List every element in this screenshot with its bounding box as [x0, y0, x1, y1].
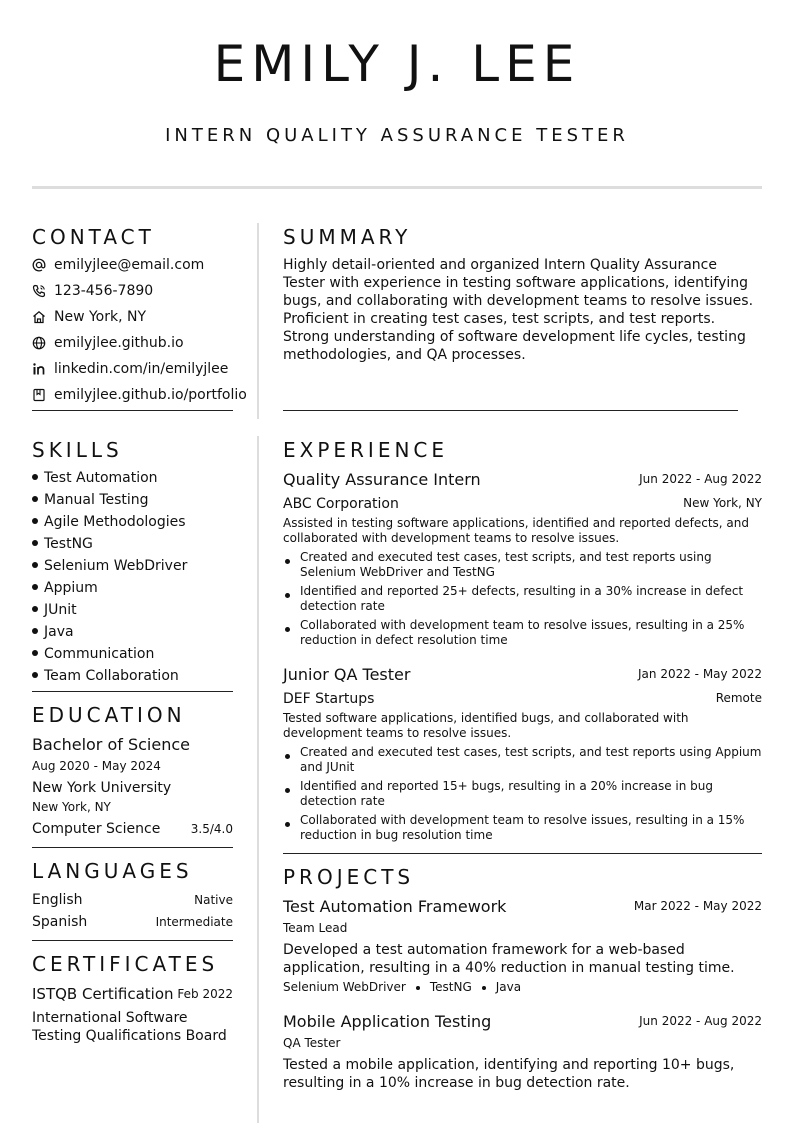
project-tag: TestNG [429, 980, 472, 994]
skill-item: Agile Methodologies [32, 511, 186, 533]
skill-item: JUnit [32, 599, 77, 621]
contact-website-text: emilyjlee.github.io [54, 335, 184, 351]
project-name: Mobile Application Testing [283, 1012, 492, 1031]
skill-item: Manual Testing [32, 489, 149, 511]
job-bullet: Collaborated with development team to resolve issues, resulting in a 15% reduction in bug resolution time [283, 813, 762, 843]
project-dates: Mar 2022 - May 2022 [633, 899, 762, 913]
contact-portfolio-text: emilyjlee.github.io/portfolio [54, 387, 247, 403]
job-bullet: Identified and reported 15+ bugs, resulting in a 20% increase in bug detection rate [283, 779, 762, 809]
languages-heading: LANGUAGES [32, 859, 193, 883]
home-icon [32, 310, 46, 324]
contact-phone[interactable] [32, 278, 153, 304]
job-title: Quality Assurance Intern [283, 470, 481, 489]
education-location: New York, NY [32, 800, 111, 814]
summary-heading: SUMMARY [283, 225, 412, 249]
at-icon [32, 258, 46, 272]
skills-divider [32, 691, 233, 692]
languages-divider [32, 940, 233, 941]
project-dates: Jun 2022 - Aug 2022 [639, 1014, 762, 1028]
skill-item: Selenium WebDriver [32, 555, 187, 577]
job-bullet: Collaborated with development team to resolve issues, resulting in a 25% reduction in defect resolution time [283, 618, 762, 648]
contact-linkedin-text: linkedin.com/in/emilyjlee [54, 361, 229, 377]
project-tag: Java [495, 980, 522, 994]
skill-item: Java [32, 621, 74, 643]
education-degree: Bachelor of Science [32, 735, 190, 754]
job-bullet: Identified and reported 25+ defects, resulting in a 30% increase in defect detection rate [283, 584, 762, 614]
project-name: Test Automation Framework [283, 897, 507, 916]
language-level: Intermediate [155, 915, 233, 929]
skill-item: Test Automation [32, 467, 158, 489]
summary-divider [283, 410, 738, 411]
job-title: Junior QA Tester [283, 665, 411, 684]
experience-heading: EXPERIENCE [283, 438, 449, 462]
contact-phone-text: 123-456-7890 [54, 283, 154, 299]
project-tag: Selenium WebDriver [283, 980, 406, 994]
language-name: Spanish [32, 914, 88, 930]
skill-item: Appium [32, 577, 98, 599]
job-dates: Jan 2022 - May 2022 [638, 667, 762, 681]
portfolio-icon [32, 388, 46, 402]
education-gpa: 3.5/4.0 [190, 822, 233, 836]
experience-divider [283, 853, 762, 854]
contact-divider [32, 410, 233, 411]
projects-heading: PROJECTS [283, 865, 415, 889]
contact-email[interactable] [32, 252, 204, 278]
linkedin-icon [32, 362, 46, 376]
skill-item: TestNG [32, 533, 93, 555]
contact-location-text: New York, NY [54, 309, 147, 325]
education-dates: Aug 2020 - May 2024 [32, 759, 161, 773]
project-description: Developed a test automation framework for a web-based application, resulting in a 40% reduction in manual testing time. [283, 942, 735, 976]
skills-heading: SKILLS [32, 438, 123, 462]
job-location: New York, NY [683, 496, 762, 510]
job-company: DEF Startups [283, 691, 375, 707]
resume-name: EMILY J. LEE [213, 35, 581, 93]
job-dates: Jun 2022 - Aug 2022 [639, 472, 762, 486]
education-school: New York University [32, 780, 172, 796]
header-divider [32, 186, 762, 189]
phone-icon [32, 284, 46, 298]
job-bullet: Created and executed test cases, test scripts, and test reports using Appium and JUnit [283, 745, 762, 775]
column-divider-top [257, 223, 259, 419]
language-name: English [32, 892, 83, 908]
job-bullet: Created and executed test cases, test scripts, and test reports using Selenium WebDriver and TestNG [283, 550, 762, 580]
contact-linkedin[interactable] [32, 356, 228, 382]
job-description: Tested software applications, identified bugs, and collaborated with development teams to resolve issues. [283, 711, 689, 740]
column-divider-bottom [257, 436, 259, 1123]
contact-heading: CONTACT [32, 225, 155, 249]
project-role: Team Lead [283, 921, 348, 935]
education-field: Computer Science [32, 821, 161, 837]
job-location: Remote [715, 691, 762, 705]
job-description: Assisted in testing software applications, identified and reported defects, and collaborated with development teams to resolve issues. [283, 516, 749, 545]
contact-website[interactable] [32, 330, 184, 356]
summary-text: Highly detail-oriented and organized Intern Quality Assurance Tester with experience in testing software applications, identifying bugs, and collaborating with development teams to resolve issues. Proficient in creating test cases, test scripts, and test reports. Strong understanding of software development life cycles, testing methodologies, and QA processes. [283, 257, 754, 363]
job-company: ABC Corporation [283, 496, 399, 512]
certificate-date: Feb 2022 [177, 987, 233, 1001]
project-role: QA Tester [283, 1036, 341, 1050]
language-level: Native [194, 893, 233, 907]
certificate-name: ISTQB Certification [32, 985, 174, 1003]
certificate-issuer: International Software Testing Qualifications Board [32, 1010, 227, 1044]
certificates-heading: CERTIFICATES [32, 952, 219, 976]
contact-email-text: emilyjlee@email.com [54, 257, 205, 273]
project-tags [283, 980, 521, 995]
contact-portfolio[interactable] [32, 382, 247, 408]
resume-role: INTERN QUALITY ASSURANCE TESTER [165, 125, 629, 146]
project-description: Tested a mobile application, identifying and reporting 10+ bugs, resulting in a 10% increase in bug detection rate. [283, 1057, 735, 1091]
globe-icon [32, 336, 46, 350]
contact-location [32, 304, 146, 330]
education-heading: EDUCATION [32, 703, 186, 727]
skill-item: Communication [32, 643, 154, 665]
skill-item: Team Collaboration [32, 665, 179, 687]
education-divider [32, 847, 233, 848]
